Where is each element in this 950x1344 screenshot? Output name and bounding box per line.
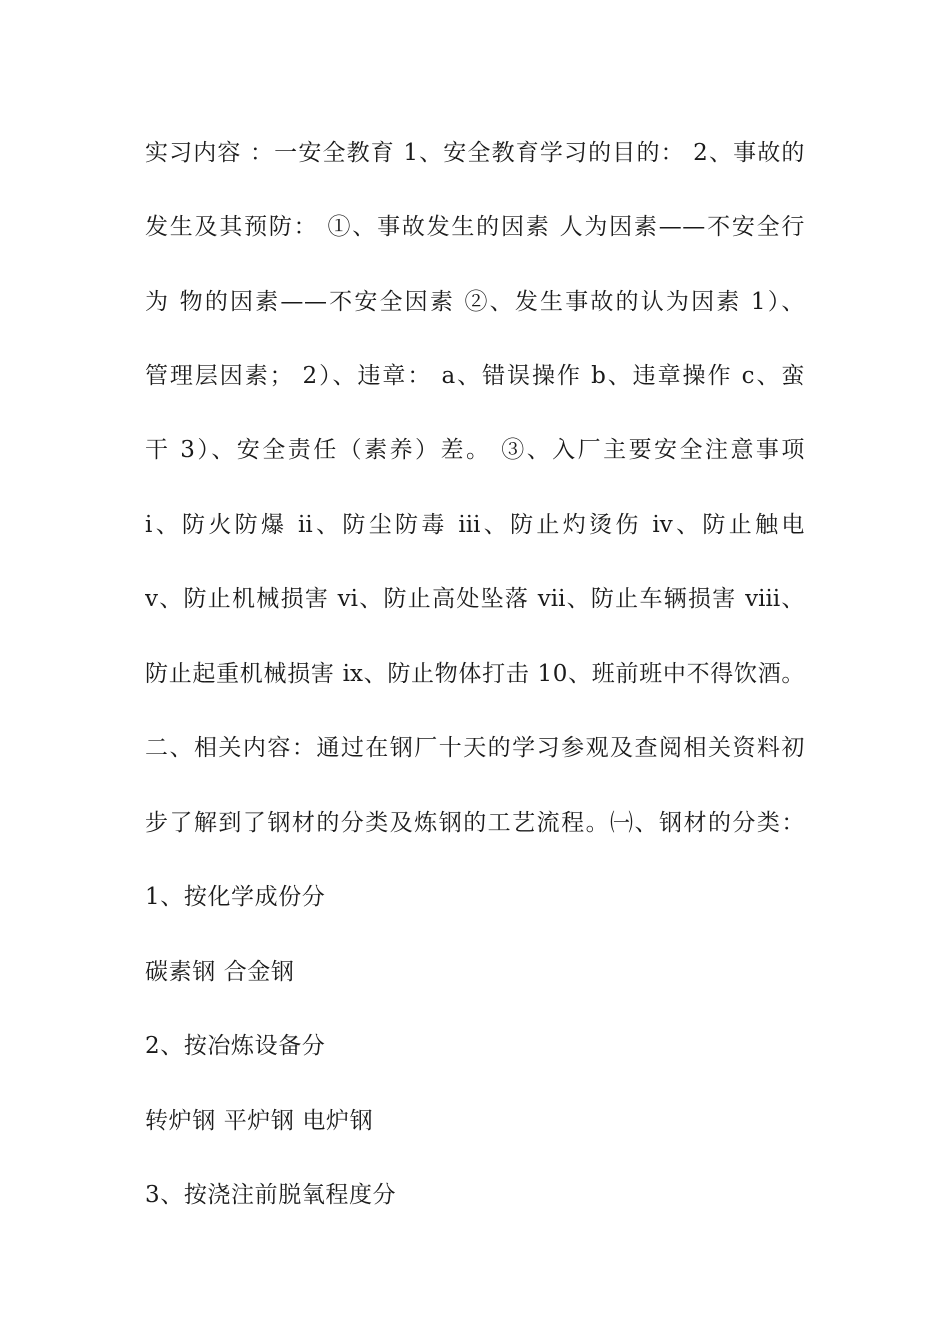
text-line-12: 碳素钢 合金钢 bbox=[145, 959, 295, 985]
text-line-13: 2、按冶炼设备分 bbox=[145, 1033, 326, 1059]
text-line-8: 防止起重机械损害 ⅸ、防止物体打击 10、班前班中不得饮酒。 bbox=[145, 661, 805, 687]
text-line-11: 1、按化学成份分 bbox=[145, 884, 326, 910]
text-line-10: 步了解到了钢材的分类及炼钢的工艺流程。㈠、钢材的分类： bbox=[145, 810, 805, 836]
text-line-5: 干 3）、安全责任（素养）差。 ③、入厂主要安全注意事项 bbox=[145, 437, 805, 463]
text-line-14: 转炉钢 平炉钢 电炉钢 bbox=[145, 1108, 374, 1134]
text-line-6: ⅰ、防火防爆 ⅱ、防尘防毒 ⅲ、防止灼烫伤 ⅳ、防止触电 bbox=[145, 512, 805, 538]
text-line-7: ⅴ、防止机械损害 ⅵ、防止高处坠落 ⅶ、防止车辆损害 ⅷ、 bbox=[145, 586, 805, 612]
text-line-9: 二、相关内容：通过在钢厂十天的学习参观及查阅相关资料初 bbox=[145, 735, 805, 761]
text-line-4: 管理层因素； 2）、违章： a、错误操作 b、违章操作 c、蛮 bbox=[145, 363, 805, 389]
text-line-1: 实习内容 ：一安全教育 1、安全教育学习的目的： 2、事故的 bbox=[145, 140, 805, 166]
text-line-2: 发生及其预防： ①、事故发生的因素 人为因素——不安全行 bbox=[145, 214, 805, 240]
text-line-3: 为 物的因素——不安全因素 ②、发生事故的认为因素 1）、 bbox=[145, 289, 805, 315]
text-line-15: 3、按浇注前脱氧程度分 bbox=[145, 1182, 397, 1208]
